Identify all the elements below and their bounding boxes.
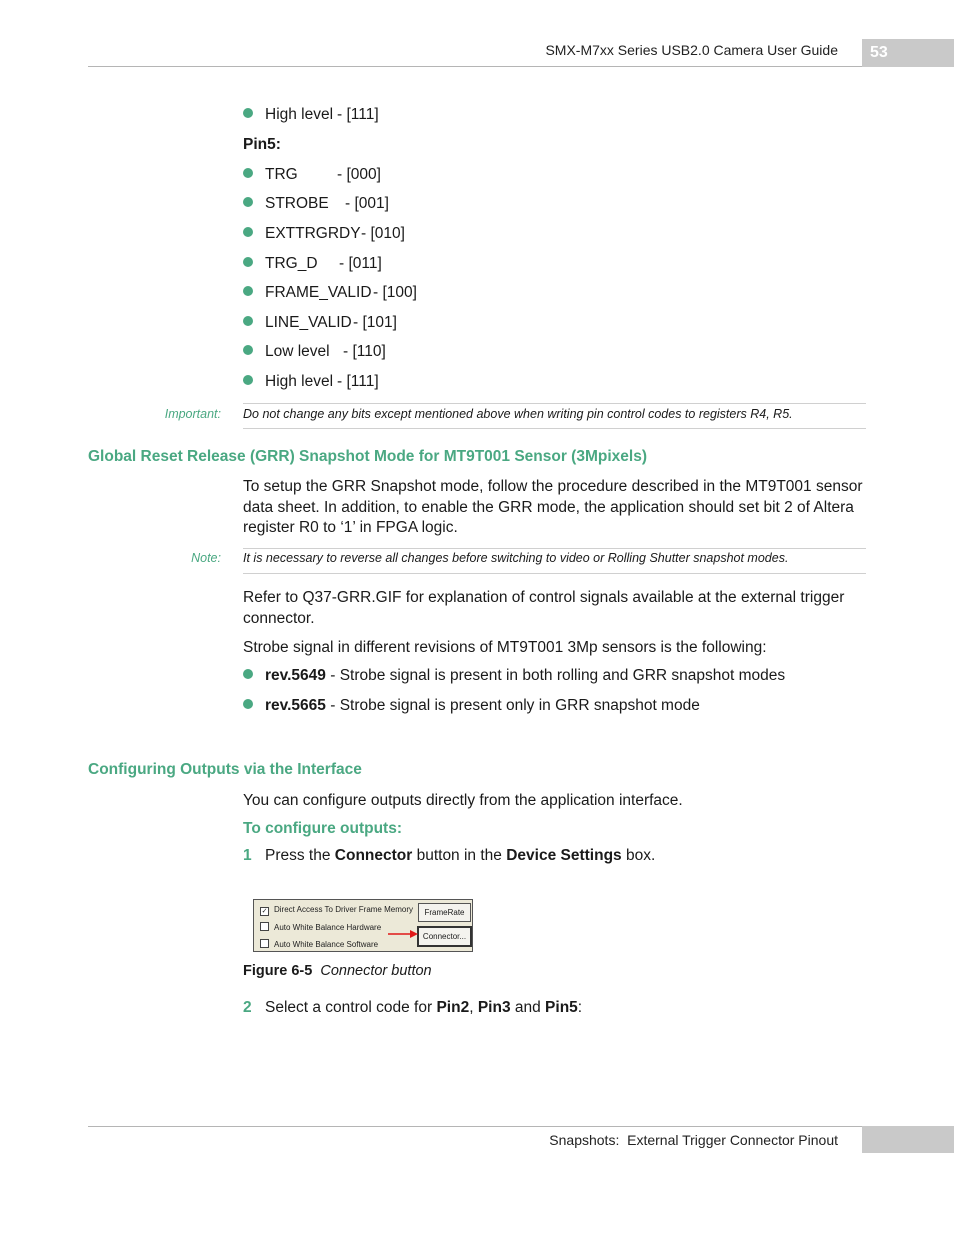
note-label: Note: (191, 551, 221, 565)
config-heading: Configuring Outputs via the Interface (88, 761, 362, 778)
bullet-icon (243, 375, 253, 385)
footer-tab (862, 1126, 954, 1153)
bullet-icon (243, 286, 253, 296)
page-number: 53 (862, 39, 954, 67)
bullet-icon (243, 227, 253, 237)
list-item: LINE_VALID- [101] (243, 314, 397, 332)
checkbox-icon[interactable]: ✓ (261, 908, 268, 915)
list-item: TRG - [000] (243, 166, 381, 184)
list-item: rev.5649 - Strobe signal is present in both rolling and GRR snapshot modes (243, 667, 785, 685)
list-item: STROBE - [001] (243, 195, 389, 213)
bullet-icon (243, 669, 253, 679)
bullet-icon (243, 108, 253, 118)
important-text: Do not change any bits except mentioned above when writing pin control codes to registers R4, R5. (243, 407, 793, 421)
step-1: 1 Press the Connector button in the Device Settings box. (243, 847, 656, 864)
bullet-icon (243, 345, 253, 355)
list-item: TRG_D - [011] (243, 255, 382, 273)
important-label: Important: (164, 407, 221, 421)
step-2: 2 Select a control code for Pin2, Pin3 and Pin5: (243, 999, 583, 1016)
bullet-icon (243, 316, 253, 326)
bullet-icon (243, 168, 253, 178)
grr-paragraph: To setup the GRR Snapshot mode, follow the procedure described in the MT9T001 sensor data sheet. In addition, to enable the GRR mode, the application should set bit 2 of Altera register R0 to ‘1’ in FPGA logic. (243, 478, 863, 536)
checkbox-direct-access[interactable]: ✓ Direct Access To Driver Frame Memory (261, 905, 413, 915)
bullet-icon (243, 197, 253, 207)
checkbox-icon[interactable] (260, 939, 269, 948)
checkbox-icon[interactable] (260, 922, 269, 931)
list-item: High level - [111] (243, 106, 379, 124)
list-item: rev.5665 - Strobe signal is present only in GRR snapshot mode (243, 697, 700, 715)
arrow-icon (386, 928, 420, 940)
framerate-button[interactable]: FrameRate (418, 903, 471, 922)
footer-divider (88, 1126, 862, 1127)
grr-refer-paragraph: Refer to Q37-GRR.GIF for explanation of control signals available at the external trigger connector. (243, 589, 845, 627)
list-item: EXTTRGRDY- [010] (243, 225, 405, 243)
list-item: Low level - [110] (243, 343, 386, 361)
checkbox-awb-software[interactable]: Auto White Balance Software (260, 939, 378, 949)
footer-text: Snapshots: External Trigger Connector Pinout (549, 1132, 838, 1148)
config-intro: You can configure outputs directly from the application interface. (243, 792, 683, 809)
checkbox-awb-hardware[interactable]: Auto White Balance Hardware (260, 922, 381, 932)
header-divider (88, 66, 862, 67)
figure-caption: Figure 6-5 Connector button (243, 963, 432, 979)
bullet-icon (243, 699, 253, 709)
connector-figure (253, 899, 473, 952)
note-text: It is necessary to reverse all changes before switching to video or Rolling Shutter snapshot modes. (243, 551, 789, 565)
header-title: SMX-M7xx Series USB2.0 Camera User Guide (545, 42, 838, 58)
pin5-title: Pin5: (243, 136, 281, 153)
grr-heading: Global Reset Release (GRR) Snapshot Mode for MT9T001 Sensor (3Mpixels) (88, 448, 647, 465)
list-item: High level - [111] (243, 373, 379, 391)
bullet-icon (243, 257, 253, 267)
procedure-title: To configure outputs: (243, 820, 402, 837)
list-item: FRAME_VALID- [100] (243, 284, 417, 302)
connector-button[interactable]: Connector... (417, 926, 472, 947)
grr-strobe-paragraph: Strobe signal in different revisions of MT9T001 3Mp sensors is the following: (243, 639, 767, 656)
